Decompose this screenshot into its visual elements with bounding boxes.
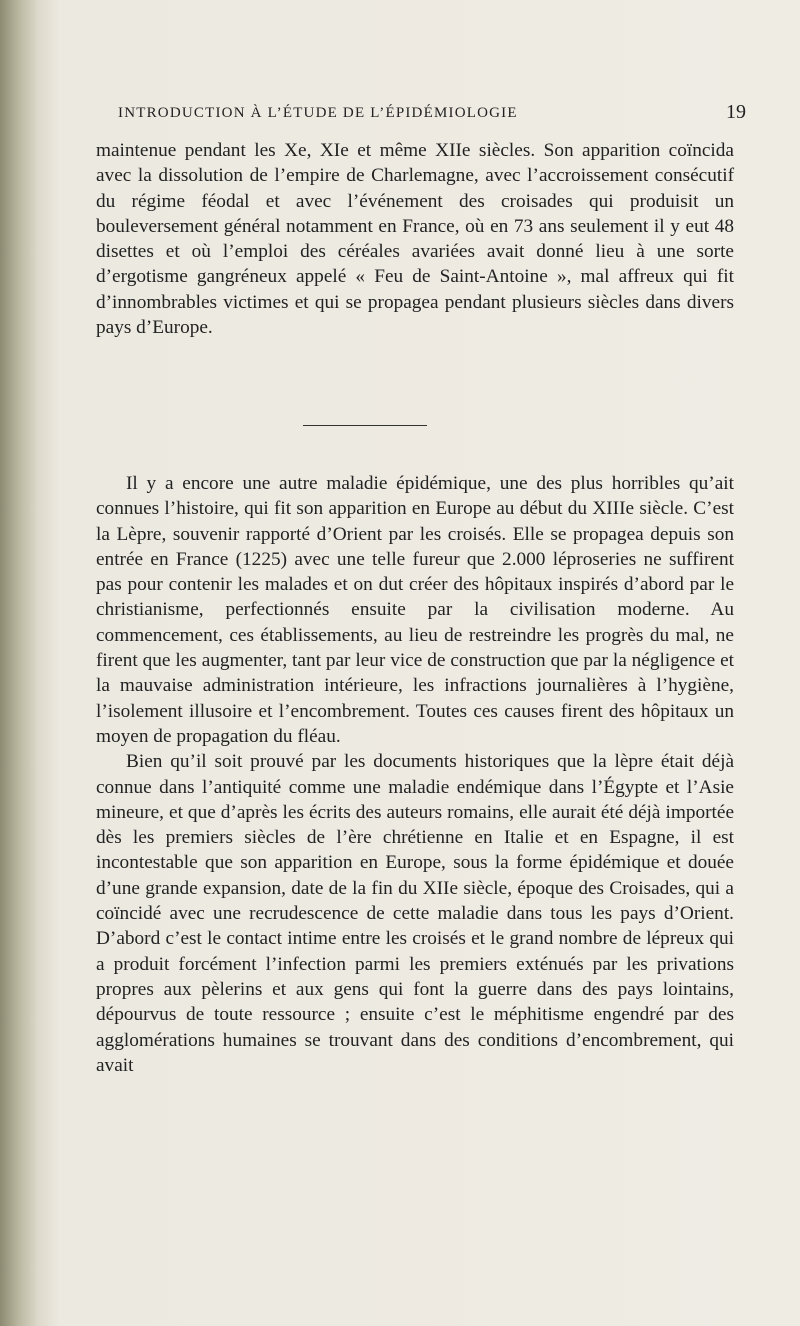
paragraph-2: Il y a encore une autre maladie épidémique, une des plus horribles qu’ait connues l’histoire, qui fit son apparition en Europe au début du XIIIe siècle. C’est la Lèpre, souvenir rapporté d’Orient par les croisés. Elle se propagea depuis son entrée en France (1225) avec une telle fureur que 2.000 léproseries ne suffirent pas pour contenir les malades et on dut créer des hôpitaux inspirés d’abord par le christianisme, perfectionnés ensuite par la civilisation moderne. Au commencement, ces établissements, au lieu de restreindre les progrès du mal, ne firent que les augmenter, tant par leur vice de construction que par la négligence et la mauvaise administration intérieure, les infractions journalières à l’hygiène, l’isolement illusoire et l’encombrement. Toutes ces causes firent des hôpitaux un moyen de propagation du fléau.	[96, 473, 734, 747]
page-number: 19	[726, 101, 746, 123]
body-text-top	[96, 138, 734, 340]
paragraph-1: maintenue pendant les Xe, XIe et même XIIe siècles. Son apparition coïncida avec la dissolution de l’empire de Charlemagne, avec l’accroissement consécutif du régime féodal et avec l’événement des croisades qui produisit un bouleversement général notamment en France, où en 73 ans seulement il y eut 48 disettes et où l’emploi des céréales avariées avait donné lieu à une sorte d’ergotisme gangréneux appelé « Feu de Saint-Antoine », mal affreux qui fit d’innombrables victimes et qui se propagea pendant plusieurs siècles dans divers pays d’Europe.	[96, 140, 734, 339]
running-head: INTRODUCTION À L’ÉTUDE DE L’ÉPIDÉMIOLOGIE	[118, 105, 518, 121]
body-text-bottom	[96, 471, 734, 1078]
page-header	[118, 101, 746, 127]
paragraph-3: Bien qu’il soit prouvé par les documents historiques que la lèpre était déjà connue dans l’antiquité comme une maladie endémique dans l’Égypte et l’Asie mineure, et que d’après les écrits des auteurs romains, elle aurait été déjà importée dès les premiers siècles de l’ère chrétienne en Italie et en Espagne, il est incontestable que son apparition en Europe, sous la forme épidémique et douée d’une grande expansion, date de la fin du XIIe siècle, époque des Croisades, qui a coïncidé avec une recrudescence de cette maladie dans tous les pays d’Orient. D’abord c’est le contact intime entre les croisés et le grand nombre de lépreux qui a produit forcément l’infection parmi les premiers exténués par les privations propres aux pèlerins et aux gens qui font la guerre dans des pays lointains, dépourvus de toute ressource ; ensuite c’est le méphitisme engendré par des agglomérations humaines se trouvant dans des conditions d’encombrement, qui avait	[96, 751, 734, 1076]
section-divider	[303, 425, 427, 426]
